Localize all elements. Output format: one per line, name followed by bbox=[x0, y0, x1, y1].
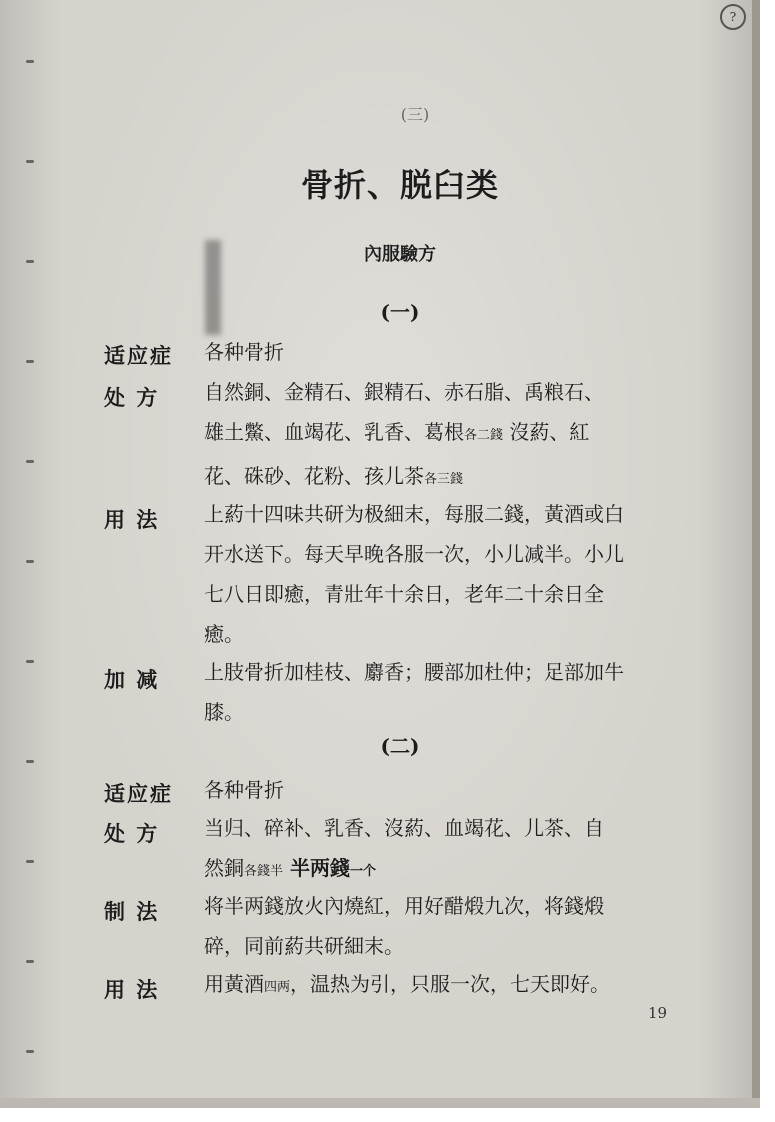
recipe-2-prep-label: 制 法 bbox=[104, 899, 160, 924]
prescription-line: 雄土鱉、血竭花、乳香、葛根各二錢 沒葯、紅 bbox=[204, 420, 590, 444]
recipe-1-modify-label: 加 减 bbox=[104, 667, 160, 692]
prescription-line: 花、硃砂、花粉、孩儿茶各三錢 bbox=[204, 464, 464, 488]
recipe-2-indication-label: 适应症 bbox=[104, 781, 173, 806]
usage-line: 上葯十四味共研为极細末，每服二錢，黃酒或白 bbox=[204, 502, 624, 526]
prep-line: 碎，同前葯共研細末。 bbox=[204, 934, 404, 958]
page-subtitle: 內服驗方 bbox=[364, 244, 436, 265]
recipe-2-prescription-label: 处 方 bbox=[104, 821, 160, 846]
usage-line: 七八日即癒，青壯年十余日，老年二十余日全 bbox=[204, 582, 604, 606]
dosage-note: 各錢半 bbox=[244, 864, 284, 879]
indication-text: 各种骨折 bbox=[204, 778, 284, 802]
recipe-2-indication bbox=[204, 770, 702, 810]
prescription-line: 然銅各錢半 半两錢一个 bbox=[204, 856, 376, 880]
prescription-line: 自然銅、金精石、銀精石、赤石脂、禹粮石、 bbox=[204, 380, 604, 404]
recipe-2-prep bbox=[204, 886, 702, 966]
recipe-1-prescription-label: 处 方 bbox=[104, 385, 160, 410]
binding-holes bbox=[22, 40, 36, 1080]
prescription-line: 当归、碎补、乳香、沒葯、血竭花、儿茶、自 bbox=[204, 816, 604, 840]
corner-circle-mark: ? bbox=[720, 4, 746, 30]
dosage-note: 各二錢 bbox=[464, 428, 504, 443]
usage-line: 开水送下。每天早晚各服一次，小儿减半。小儿 bbox=[204, 542, 624, 566]
dosage-note: 各三錢 bbox=[424, 472, 464, 487]
page-title: 骨折、脱臼类 bbox=[300, 166, 499, 204]
page-number: 19 bbox=[648, 1004, 668, 1022]
page-bottom-edge bbox=[0, 1098, 760, 1108]
prep-line: 将半两錢放火內燒紅，用好醋煅九次，将錢煅 bbox=[204, 894, 604, 918]
recipe-1-prescription bbox=[204, 372, 702, 500]
recipe-1-usage-label: 用 法 bbox=[104, 507, 160, 532]
recipe-1-indication-label: 适应症 bbox=[104, 343, 173, 368]
page-edge-shadow bbox=[752, 0, 760, 1108]
recipe-2-usage bbox=[204, 964, 702, 1008]
modify-line: 上肢骨折加桂枝、麝香；腰部加杜仲；足部加牛 bbox=[204, 660, 624, 684]
recipe-1-usage bbox=[204, 494, 702, 654]
section-number: (三) bbox=[400, 105, 430, 124]
recipe-2-prescription bbox=[204, 808, 702, 892]
ink-smudge bbox=[205, 240, 221, 335]
recipe-1-number: (一) bbox=[380, 300, 420, 324]
recipe-2-number: (二) bbox=[380, 734, 420, 758]
modify-line: 膝。 bbox=[204, 700, 244, 724]
usage-line: 癒。 bbox=[204, 622, 244, 646]
usage-line: 用黃酒四两，温热为引，只服一次，七天即好。 bbox=[204, 972, 611, 996]
recipe-1-indication bbox=[204, 332, 702, 372]
indication-text: 各种骨折 bbox=[204, 340, 284, 364]
recipe-1-modify bbox=[204, 652, 702, 732]
dosage-note: 四两 bbox=[264, 980, 291, 995]
recipe-2-usage-label: 用 法 bbox=[104, 977, 160, 1002]
dosage-note: 一个 bbox=[349, 864, 376, 879]
